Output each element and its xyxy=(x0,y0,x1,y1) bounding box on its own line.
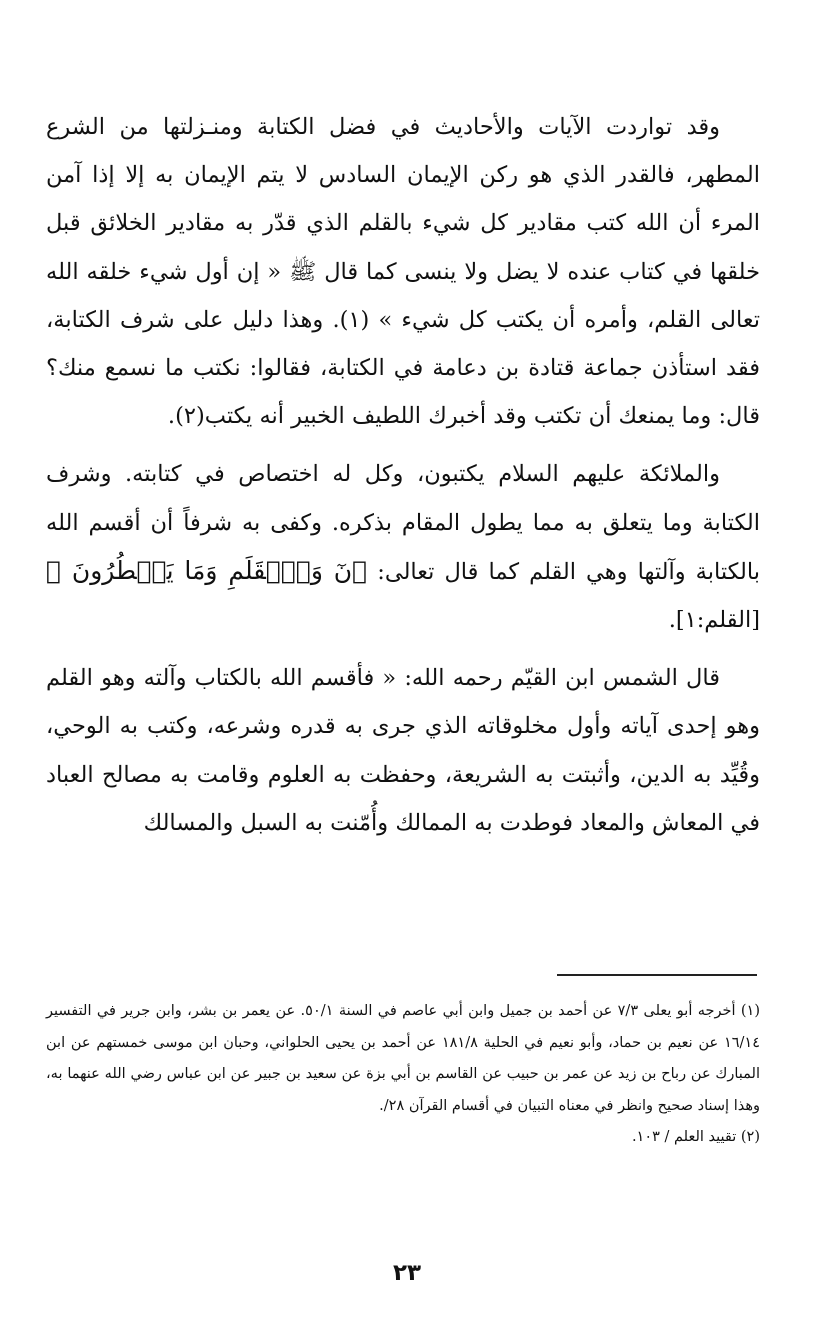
page-number: ٢٣ xyxy=(392,1260,422,1286)
paragraph xyxy=(46,450,760,644)
footnotes xyxy=(46,996,760,1154)
footnote: (٢) تقييد العلم / ١٠٣. xyxy=(631,1129,760,1145)
paragraph-text: والملائكة عليهم السلام يكتبون، وكل له اختصاص في كتابته. وشرف الكتابة وما يتعلق به مما يطول المقام بذكره. وكفى به شرفاً أن أقسم الله بالكتابة وآلتها وهي القلم كما قال تعالى: xyxy=(46,461,761,585)
paragraph: قال الشمس ابن القيّم رحمه الله: « فأقسم الله بالكتاب وآلته وهو القلم وهو إحدى آياته وأول مخلوقاته الذي جرى به قدره وشرعه، وكتب به الوحي، وقُيِّد به الدين، وأثبتت به الشريعة، وحفظت به العلوم وقامت به مصالح العباد في المعاش والمعاد فوطدت به الممالك وأُمّنت به السبل والمسالك xyxy=(46,665,760,836)
verse-reference: [القلم:١]. xyxy=(668,607,760,634)
paragraph: وقد تواردت الآيات والأحاديث في فضل الكتابة ومنـزلتها من الشرع المطهر، فالقدر الذي هو ركن الإيمان السادس لا يتم الإيمان به إلا إذا آمن المرء أن الله كتب مقادير كل شيء بالقلم الذي قدّر به مقادير الخلائق قبل خلقها في كتاب عنده لا يضل ولا ينسى كما قال ﷺ « إن أول شيء خلقه الله تعالى القلم، وأمره أن يكتب كل شيء » (١). وهذا دليل على شرف الكتابة، فقد استأذن جماعة قتادة بن دعامة في الكتابة، فقالوا: نكتب ما نسمع منك؟ قال: وما يمنعك أن تكتب وقد أخبرك اللطيف الخبير أنه يكتب(٢). xyxy=(46,114,761,430)
main-text xyxy=(46,103,760,847)
footnote: (١) أخرجه أبو يعلى ٧/٣ عن أحمد بن جميل وابن أبي عاصم في السنة ٥٠/١. عن يعمر بن بشر، وابن جرير في التفسير ١٦/١٤ عن نعيم بن حماد، وأبو نعيم في الحلية ١٨١/٨ عن أحمد بن يحيى الحلواني، وحبان ابن موسى خمستهم عن ابن المبارك عن رباح بن زيد عن عمر بن حبيب عن القاسم بن أبي بزة عن سعيد بن جبير عن ابن عباس رضي الله عنهما به، وهذا إسناد صحيح وانظر في معناه التبيان في أقسام القرآن ٢٨/. xyxy=(46,1003,761,1114)
footnote-separator xyxy=(557,974,757,976)
quran-verse: ﴿نٓ وَٱلۡقَلَمِ وَمَا يَسۡطُرُونَ ﴾ xyxy=(46,555,368,585)
